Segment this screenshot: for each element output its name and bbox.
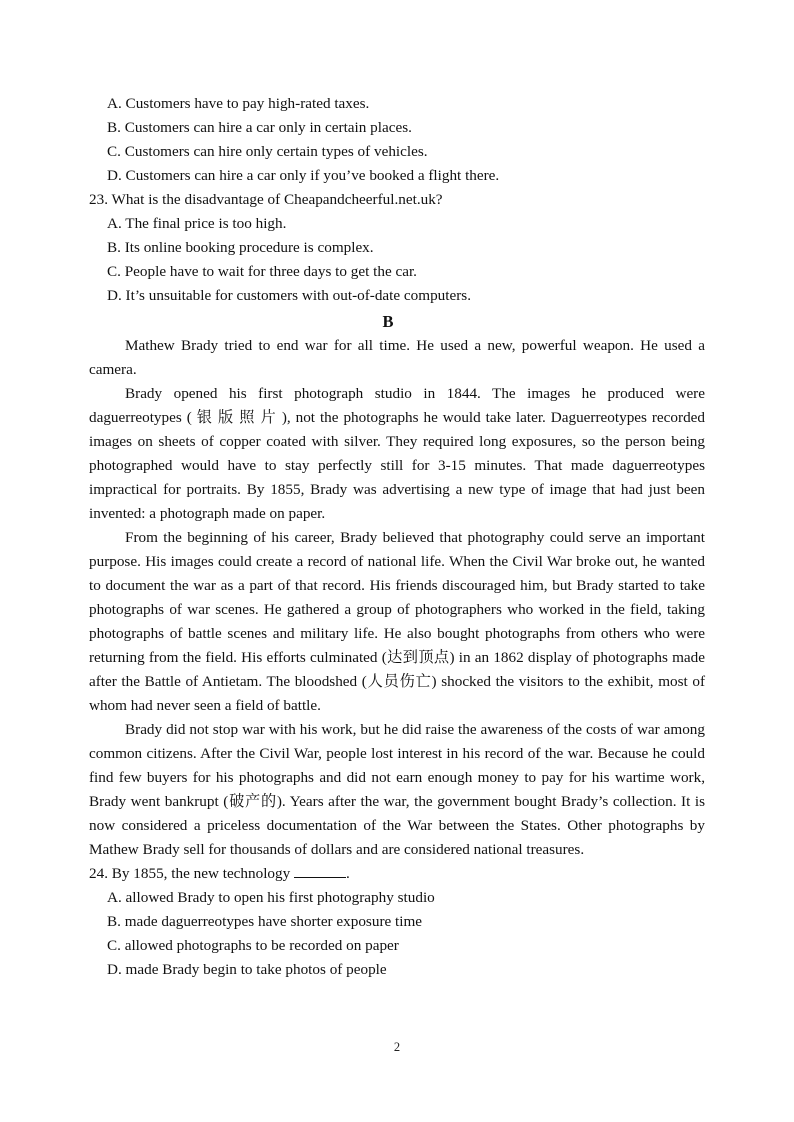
option-item: C. Customers can hire only certain types of vehicles.: [107, 143, 428, 160]
question-24: [89, 862, 705, 886]
question-24-suffix: .: [346, 865, 350, 882]
page-content: [89, 92, 705, 982]
passage-paragraph-2: Brady opened his first photograph studio in 1844. The images he produced were daguerreotypes ( 银 版 照 片 ), not the photographs he would take later. Daguerreotypes recorded images on sheets of copper coated with silver. They required long exposures, so the person being photographed would have to stay perfectly still for 3-15 minutes. That made daguerreotypes impractical for portraits. By 1855, Brady was advertising a new type of image that had just been invented: a photograph made on paper.: [89, 385, 705, 522]
passage-paragraph-1: Mathew Brady tried to end war for all time. He used a new, powerful weapon. He used a camera.: [89, 337, 705, 378]
option-item: C. allowed photographs to be recorded on paper: [107, 937, 399, 954]
option-item: D. It’s unsuitable for customers with out-of-date computers.: [107, 287, 471, 304]
option-item: C. People have to wait for three days to get the car.: [107, 263, 417, 280]
passage-paragraph-3: From the beginning of his career, Brady believed that photography could serve an important purpose. His images could create a record of national life. When the Civil War broke out, he wanted to document the war as a part of that record. His friends discouraged him, but Brady started to take photographs of war scenes. He gathered a group of photographers who worked in the field, taking photographs of battle scenes and military life. He also bought photographs from others who were returning from the field. His efforts culminated (达到顶点) in an 1862 display of photographs made after the Battle of Antietam. The bloodshed (人员伤亡) shocked the visitors to the exhibit, most of whom had never seen a field of battle.: [89, 529, 705, 714]
section-heading-b: B: [382, 312, 394, 331]
question-23: 23. What is the disadvantage of Cheapandcheerful.net.uk?: [89, 191, 443, 208]
answer-blank: [294, 864, 346, 878]
page-number: 2: [393, 1040, 401, 1054]
option-item: D. Customers can hire a car only if you’ve booked a flight there.: [107, 167, 500, 184]
option-item: B. Customers can hire a car only in certain places.: [107, 119, 412, 136]
option-item: D. made Brady begin to take photos of people: [107, 961, 387, 978]
question-24-prefix: 24. By 1855, the new technology: [89, 865, 291, 882]
option-item: B. Its online booking procedure is complex.: [107, 239, 374, 256]
option-item: A. The final price is too high.: [107, 215, 287, 232]
option-item: A. Customers have to pay high-rated taxes.: [107, 95, 370, 112]
option-item: A. allowed Brady to open his first photography studio: [107, 889, 435, 906]
passage-paragraph-4: Brady did not stop war with his work, but he did raise the awareness of the costs of war among common citizens. After the Civil War, people lost interest in his record of the war. Because he could find few buyers for his photographs and did not earn enough money to pay for his wartime work, Brady went bankrupt (破产的). Years after the war, the government bought Brady’s collection. It is now considered a priceless documentation of the War between the States. Other photographs by Mathew Brady sell for thousands of dollars and are considered national treasures.: [89, 721, 705, 858]
option-item: B. made daguerreotypes have shorter exposure time: [107, 913, 423, 930]
